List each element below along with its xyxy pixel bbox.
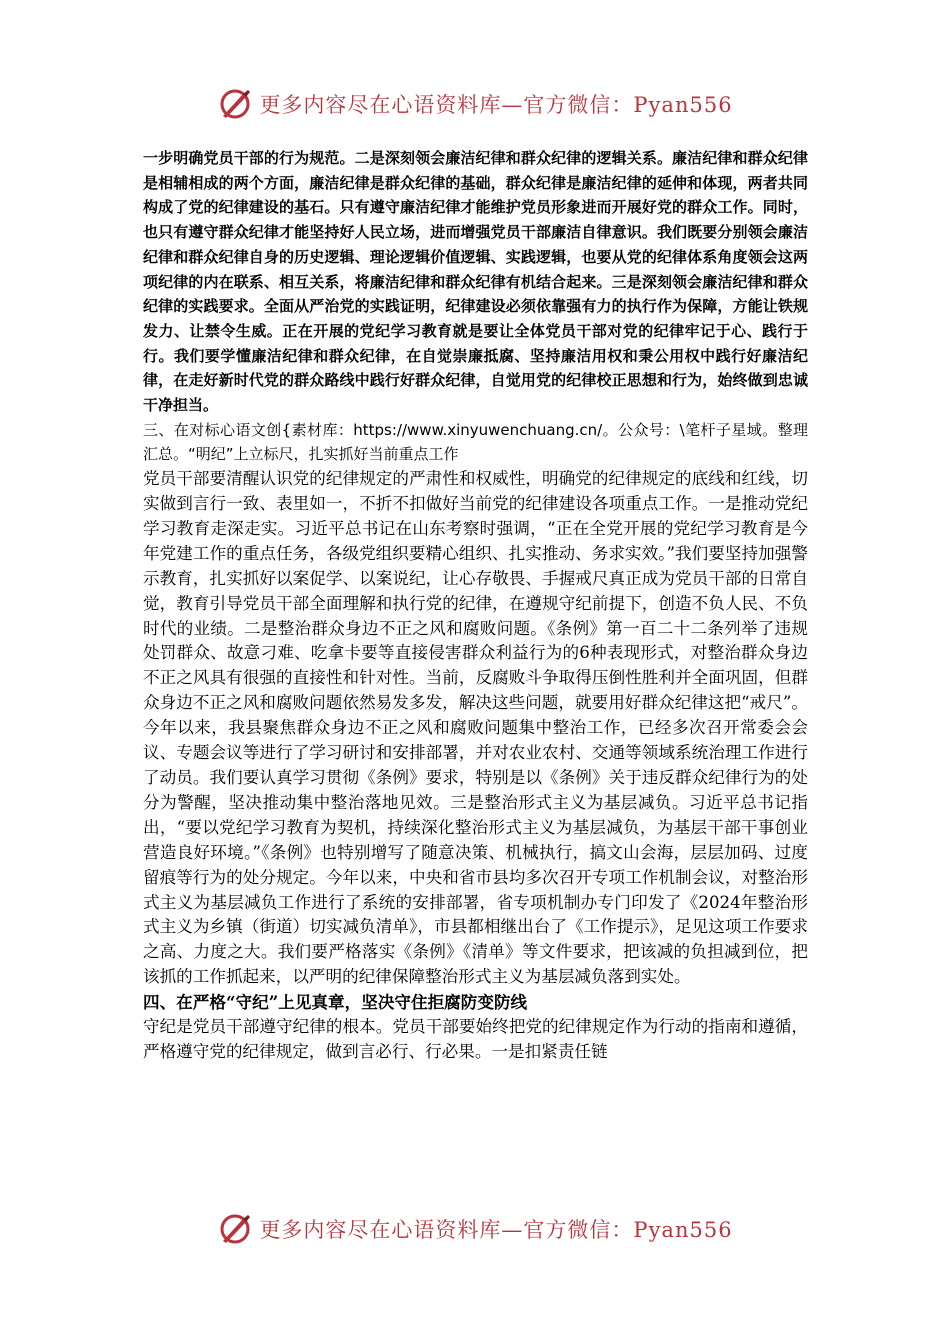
footer-watermark-text: 更多内容尽在心语资料库—官方微信：Pyan556 (259, 1218, 733, 1242)
paragraph-section3: 党员干部要清醒认识党的纪律规定的严肃性和权威性，明确党的纪律规定的底线和红线，切实做到言行一致、表里如一，不折不扣做好当前党的纪律建设各项重点工作。一是推动党纪学习教育走深走实。习近平总书记在山东考察时强调，“正在全党开展的党纪学习教育是今年党建工作的重点任务，各级党组织要精心组织、扎实推动、务求实效。”我们要坚持加强警示教育，扎实抓好以案促学、以案说纪，让心存敬畏、手握戒尺真正成为党员干部的日常自觉，教育引导党员干部全面理解和执行党的纪律，在遵规守纪前提下，创造不负人民、不负时代的业绩。二是整治群众身边不正之风和腐败问题。《条例》第一百二十二条列举了违规处罚群众、故意刁难、吃拿卡要等直接侵害群众利益行为的6种表现形式，对整治群众身边不正之风具有很强的直接性和针对性。当前，反腐败斗争取得压倒性胜利并全面巩固，但群众身边不正之风和腐败问题依然易发多发，解决这些问题，就要用好群众纪律这把“戒尺”。今年以来，我县聚焦群众身边不正之风和腐败问题集中整治工作，已经多次召开常委会会议、专题会议等进行了学习研讨和安排部署，并对农业农村、交通等领域系统治理工作进行了动员。我们要认真学习贯彻《条例》要求，特别是以《条例》关于违反群众纪律行为的处分为警醒，坚决推动集中整治落地见效。三是整治形式主义为基层减负。习近平总书记指出，“要以党纪学习教育为契机，持续深化整治形式主义为基层减负，为基层干部干事创业营造良好环境。”《条例》也特别增写了随意决策、机械执行，搞文山会海，层层加码、过度留痕等行为的处分规定。今年以来，中央和省市县均多次召开专项工作机制会议，对整治形式主义为基层减负工作进行了系统的安排部署，省专项机制办专门印发了《2024年整治形式主义为乡镇（街道）切实减负清单》，市县都相继出台了《工作提示》，足见这项工作要求之高、力度之大。我们要严格落实《条例》《清单》等文件要求，把该减的负担减到位，把该抓的工作抓起来，以严明的纪律保障整治形式主义为基层减负落到实处。 (143, 469, 808, 987)
pen-logo-icon (217, 1211, 253, 1247)
footer-watermark (0, 1207, 950, 1251)
document-body (143, 146, 808, 1065)
paragraph-section4: 守纪是党员干部遵守纪律的根本。党员干部要始终把党的纪律规定作为行动的指南和遵循，严格遵守党的纪律规定，做到言必行、行必果。一是扣紧责任链 (143, 1017, 808, 1062)
pen-logo-icon (217, 86, 253, 122)
section4-heading: 四、在严格“守纪”上见真章，坚决守住拒腐防变防线 (143, 992, 528, 1013)
header-watermark (0, 82, 950, 126)
section3-heading: 三、在对标心语文创{素材库：https://www.xinyuwenchuang.cn/。公众号：\笔杆子星域。整理汇总。“明纪”上立标尺，扎实抓好当前重点工作 (143, 420, 808, 464)
header-watermark-text: 更多内容尽在心语资料库—官方微信：Pyan556 (259, 93, 733, 117)
paragraph-section2-tail: 一步明确党员干部的行为规范。二是深刻领会廉洁纪律和群众纪律的逻辑关系。廉洁纪律和群众纪律是相辅相成的两个方面，廉洁纪律是群众纪律的基础，群众纪律是廉洁纪律的延伸和体现，两者共同构成了党的纪律建设的基石。只有遵守廉洁纪律才能维护党员形象进而开展好党的群众工作。同时，也只有遵守群众纪律才能坚持好人民立场，进而增强党员干部廉洁自律意识。我们既要分别领会廉洁纪律和群众纪律自身的历史逻辑、理论逻辑价值逻辑、实践逻辑，也要从党的纪律体系角度领会这两项纪律的内在联系、相互关系，将廉洁纪律和群众纪律有机结合起来。三是深刻领会廉洁纪律和群众纪律的实践要求。全面从严治党的实践证明，纪律建设必须依靠强有力的执行作为保障，方能让铁规发力、让禁令生威。正在开展的党纪学习教育就是要让全体党员干部对党的纪律牢记于心、践行于行。我们要学懂廉洁纪律和群众纪律，在自觉崇廉抵腐、坚持廉洁用权和秉公用权中践行好廉洁纪律，在走好新时代党的群众路线中践行好群众纪律，自觉用党的纪律校正思想和行为，始终做到忠诚干净担当。 (143, 149, 808, 415)
